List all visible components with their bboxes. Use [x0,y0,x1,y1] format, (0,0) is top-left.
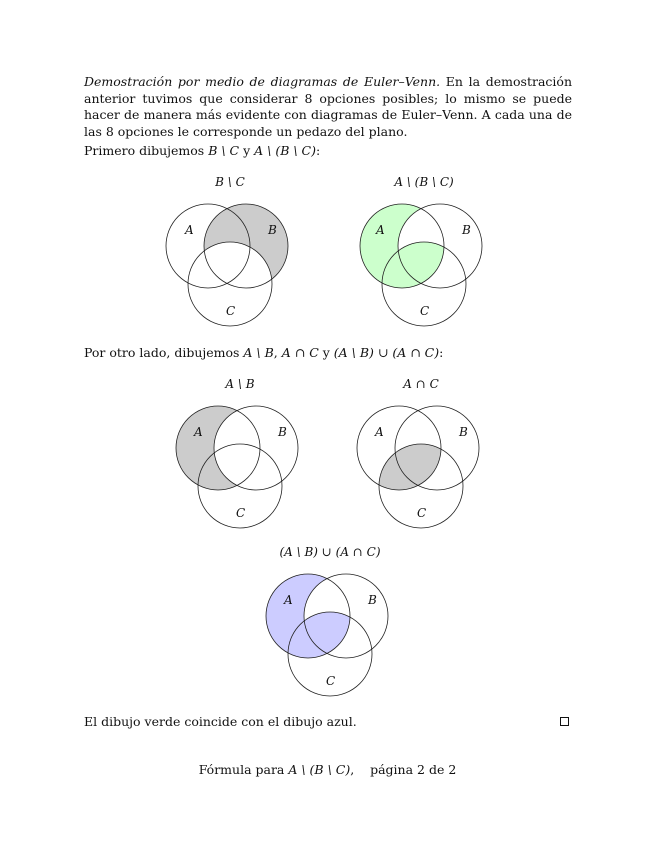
diagram-2-label-b: B [462,223,471,237]
second-line-math3: (A \ B) ∪ (A ∩ C) [333,345,440,360]
diagram-3-label-a: A [194,425,203,439]
venn-diagram-2 [354,200,494,330]
second-line-math1: A \ B [243,345,274,360]
diagram-4-label-a: A [375,425,384,439]
diagram-1-label-a: A [185,223,194,237]
first-line-math2: A \ (B \ C) [254,143,316,158]
second-line-text4: : [439,345,444,360]
second-line [84,345,443,361]
diagram-5-label-c: C [326,674,336,688]
page-footer [0,762,655,777]
diagram-3-label-c: C [236,506,246,520]
intro-italic: Demostración por medio de diagramas de Euler–Venn. [84,74,441,89]
intro-paragraph [84,74,572,140]
second-line-text2: , [273,345,282,360]
venn-diagram-5 [260,570,400,700]
footer-math: A \ (B \ C) [288,762,351,777]
diagram-3-title: A \ B [225,377,255,391]
venn-diagram-3 [170,402,310,532]
qed-square-icon [560,717,569,726]
first-line-text2: y [239,143,255,158]
diagram-4-label-b: B [459,425,468,439]
venn-diagram-4 [351,402,491,532]
conclusion-text: El dibujo verde coincide con el dibujo azul. [84,714,357,729]
second-line-text1: Por otro lado, dibujemos [84,345,244,360]
intro-text: En la demostración anterior tuvimos que considerar 8 opciones posibles; lo mismo se puede hacer de manera más evidente con diagramas de Euler–Venn. A cada una de las 8 opciones le corresponde un pedazo del plano. [84,74,572,139]
diagram-1-title: B \ C [215,175,245,189]
diagram-4-title: A ∩ C [403,377,439,391]
diagram-2-label-c: C [420,304,430,318]
first-line-text1: Primero dibujemos [84,143,209,158]
diagram-1-label-c: C [226,304,236,318]
first-line-math1: B \ C [208,143,240,158]
diagram-5-title: (A \ B) ∪ (A ∩ C) [279,545,381,559]
diagram-1-label-b: B [268,223,277,237]
first-line [84,143,320,159]
second-line-text3: y [318,345,334,360]
diagram-5-label-a: A [284,593,293,607]
diagram-2-title: A \ (B \ C) [394,175,454,189]
second-line-math2: A ∩ C [281,345,319,360]
diagram-3-label-b: B [278,425,287,439]
diagram-5-label-b: B [368,593,377,607]
diagram-4-label-c: C [417,506,427,520]
venn-diagram-1 [160,200,300,330]
diagram-2-label-a: A [376,223,385,237]
footer-text2: , página 2 de 2 [350,762,457,777]
first-line-text3: : [316,143,321,158]
footer-text1: Fórmula para [198,762,289,777]
